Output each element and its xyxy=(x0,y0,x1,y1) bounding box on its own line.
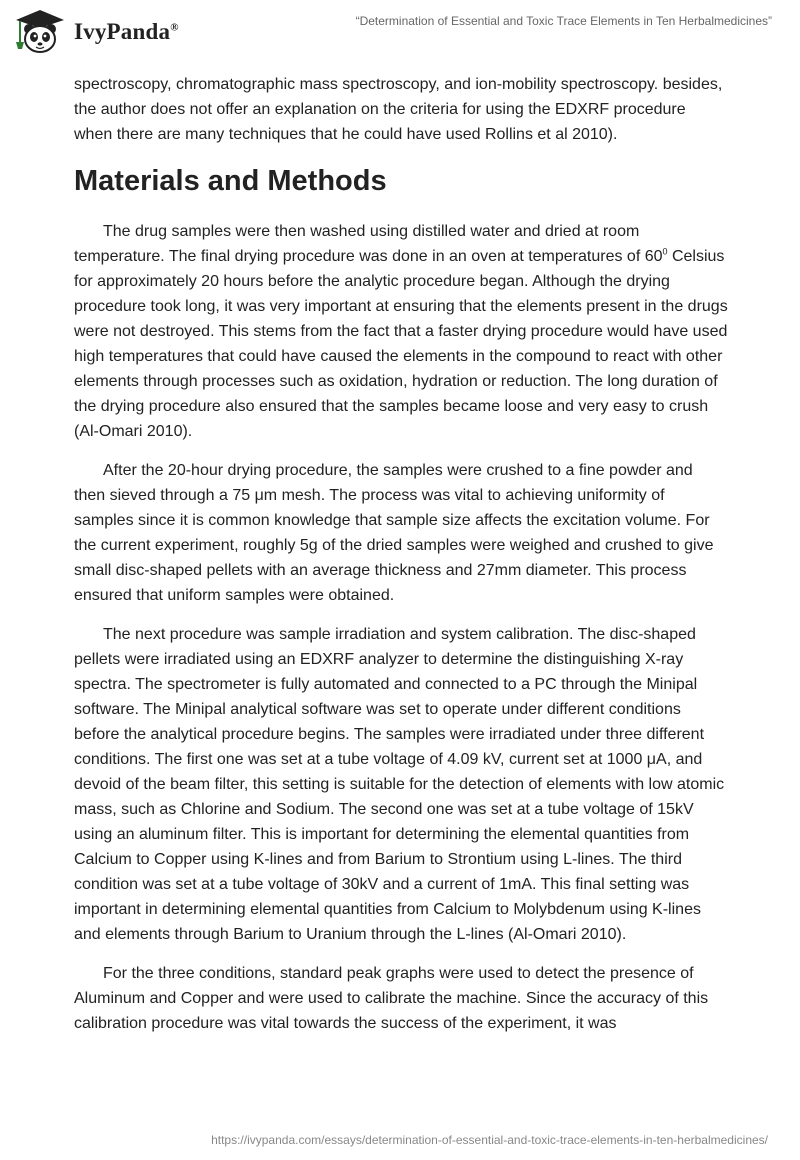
paragraph-drying: The drug samples were then washed using distilled water and dried at room temperature. The final drying procedure was done in an oven at temperatures of $60^0$ Celsius for approximately 20 hours before the analytic procedure began. Although the drying procedure took long, it was very important at ensuring that the elements present in the drugs were not destroyed. This stems from the fact that a faster drying procedure would have used high temperatures that could have caused the elements in the compound to react with other elements through processes such as oxidation, hydration or reduction. The long duration of the drying procedure also ensured that the samples became loose and very easy to crush (Al-Omari 2010). xyxy=(74,223,728,440)
paragraph-irradiation: The next procedure was sample irradiation and system calibration. The disc-shaped pellets were irradiated using an EDXRF analyzer to determine the distinguishing X-ray spectra. The spectrometer is fully automated and connected to a PC through the Minipal software. The Minipal analytical software was set to operate under different conditions before the analytical procedure begins. The samples were irradiated under three different conditions. The first one was set at a tube voltage of 4.09 kV, current set at 1000 μA, and devoid of the beam filter, this setting is suitable for the detection of elements with low atomic mass, such as Chlorine and Sodium. The second one was set at a tube voltage of 15kV using an aluminum filter. This is important for determining the elemental quantities from Calcium to Copper using K-lines and from Barium to Strontium using L-lines. The third condition was set at a tube voltage of 30kV and a current of 1mA. This final setting was important in determining elemental quantities from Calcium to Molybdenum using K-lines and elements through Barium to Uranium through the L-lines (Al-Omari 2010). xyxy=(74,626,725,943)
page-header xyxy=(0,0,800,64)
section-heading: Materials and Methods xyxy=(74,165,387,197)
panda-graduate-icon xyxy=(14,8,66,56)
footer-source-url[interactable]: https://ivypanda.com/essays/determination-of-essential-and-toxic-trace-elements-in-ten-herbalmedicines/ xyxy=(211,1133,768,1147)
degree-superscript: 0 xyxy=(662,246,668,257)
brand-name: IvyPanda® xyxy=(74,19,179,44)
paragraph-calibration: For the three conditions, standard peak graphs were used to detect the presence of Aluminum and Copper and were used to calibrate the machine. Since the accuracy of this calibration procedure was vital towards the success of the experiment, it was xyxy=(74,965,709,1032)
article-body xyxy=(74,72,728,1050)
paragraph-crushing: After the 20-hour drying procedure, the samples were crushed to a fine powder and then sieved through a 75 μm mesh. The process was vital to achieving uniformity of samples since it is common knowledge that sample size affects the excitation volume. For the current experiment, roughly 5g of the dried samples were weighed and crushed to give small disc-shaped pellets with an average thickness and 27mm diameter. This process ensured that uniform samples were obtained. xyxy=(74,462,714,604)
document-title: “Determination of Essential and Toxic Trace Elements in Ten Herbalmedicines” xyxy=(355,14,772,28)
intro-paragraph: spectroscopy, chromatographic mass spectroscopy, and ion-mobility spectroscopy. besides, the author does not offer an explanation on the criteria for using the EDXRF procedure when there are many techniques that he could have used Rollins et al 2010). xyxy=(74,76,723,143)
ivypanda-logo[interactable] xyxy=(14,8,179,56)
